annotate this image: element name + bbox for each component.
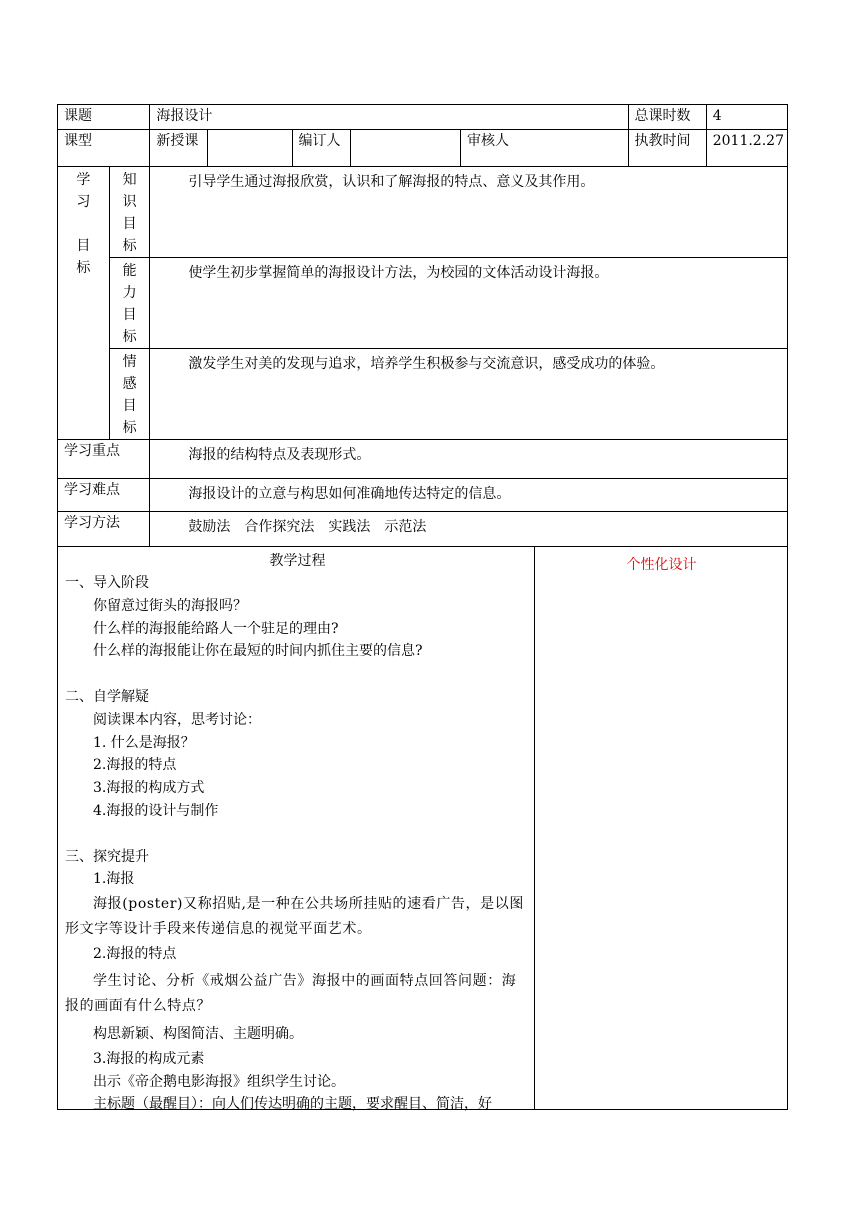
method-row — [58, 512, 788, 547]
ability-text: 使学生初步掌握简单的海报设计方法，为校园的文体活动设计海报。 — [150, 258, 788, 349]
section-heading: 二、自学解疑 — [65, 688, 149, 705]
type-label: 课型 — [58, 130, 150, 167]
question-line: 什么样的海报能给路人一个驻足的理由? — [93, 620, 339, 637]
ability-char: 目 — [122, 307, 137, 323]
knowledge-objective-row — [58, 167, 788, 258]
knowledge-char: 识 — [122, 194, 137, 210]
ability-char: 标 — [122, 329, 137, 345]
subsection-heading: 2.海报的特点 — [93, 946, 177, 963]
knowledge-char: 目 — [122, 216, 137, 232]
difficulty-row — [58, 479, 788, 512]
knowledge-char: 标 — [122, 238, 137, 254]
reviewer-label: 审核人 — [461, 130, 629, 167]
objectives-char: 标 — [76, 260, 91, 276]
spacer — [65, 823, 530, 846]
knowledge-text: 引导学生通过海报欣赏，认识和了解海报的特点、意义及其作用。 — [150, 167, 788, 258]
subsection-heading: 1.海报 — [93, 871, 135, 888]
topic-value: 海报设计 — [150, 105, 628, 130]
emotion-label — [109, 349, 150, 440]
emotion-char: 感 — [122, 376, 137, 392]
emotion-char: 目 — [122, 398, 137, 414]
ability-objective-row — [58, 258, 788, 349]
difficulty-label: 学习难点 — [58, 479, 150, 512]
editor-label: 编订人 — [292, 130, 351, 167]
objectives-group-label — [58, 167, 110, 440]
personalized-design-title: 个性化设计 — [626, 557, 697, 573]
answer-line: 构思新颖、构图简洁、主题明确。 — [93, 1025, 303, 1042]
emotion-objective-row — [58, 349, 788, 440]
question-line: 什么样的海报能让你在最短的时间内抓住主要的信息? — [93, 643, 423, 660]
knowledge-label — [109, 167, 150, 258]
paragraph-line: 出示《帝企鹅电影海报》组织学生讨论。 — [93, 1073, 345, 1090]
list-item: 4.海报的设计与制作 — [93, 802, 219, 819]
emotion-char: 情 — [122, 354, 137, 370]
editor-value — [351, 130, 461, 167]
teaching-process-column — [58, 546, 534, 1113]
total-hours-value: 4 — [706, 105, 787, 130]
personalized-design-column — [535, 546, 788, 1109]
objectives-char: 目 — [76, 238, 91, 254]
emotion-char: 标 — [122, 420, 137, 436]
subsection-heading: 3.海报的构成元素 — [93, 1050, 205, 1067]
intro-line: 阅读课本内容，思考讨论： — [93, 711, 261, 728]
emotion-text: 激发学生对美的发现与追求，培养学生积极参与交流意识，感受成功的体验。 — [150, 349, 788, 440]
total-hours-label: 总课时数 — [628, 105, 706, 130]
objectives-char — [58, 213, 109, 235]
paragraph: 学生讨论、分析《戒烟公益广告》海报中的画面特点回答问题：海报的画面有什么特点？ — [65, 972, 517, 1014]
paragraph-line: 主标题（最醒目）：向人们传达明确的主题，要求醒目、简洁，好 — [93, 1096, 492, 1113]
knowledge-char: 知 — [122, 172, 137, 188]
question-line: 你留意过街头的海报吗？ — [93, 597, 247, 614]
section-heading: 三、探究提升 — [65, 848, 149, 865]
objectives-char: 习 — [76, 194, 91, 210]
ability-char: 力 — [122, 285, 137, 301]
date-label: 执教时间 — [628, 130, 706, 167]
difficulty-text: 海报设计的立意与构思如何准确地传达特定的信息。 — [150, 479, 788, 512]
topic-label: 课题 — [58, 105, 150, 130]
key-point-label: 学习重点 — [58, 440, 150, 479]
ability-label — [109, 258, 150, 349]
objectives-char: 学 — [76, 172, 91, 188]
key-point-row — [58, 440, 788, 479]
section-heading: 一、导入阶段 — [65, 575, 149, 591]
list-item: 3.海报的构成方式 — [93, 780, 205, 797]
paragraph: 海报(poster)又称招贴,是一种在公共场所挂贴的速看广告，是以图形文字等设计手段来传递信息的视觉平面艺术。 — [65, 896, 524, 938]
topic-row — [58, 105, 788, 130]
lesson-plan-table — [57, 104, 788, 547]
type-empty-cell — [208, 130, 292, 167]
list-item: 1. 什么是海报？ — [93, 734, 195, 751]
key-point-text: 海报的结构特点及表现形式。 — [150, 440, 788, 479]
list-item: 2.海报的特点 — [93, 757, 177, 774]
spacer — [65, 663, 530, 686]
type-value: 新授课 — [150, 130, 208, 167]
teaching-process-title: 教学过程 — [269, 553, 326, 569]
date-value: 2011.2.27 — [706, 130, 787, 167]
teaching-process-section — [57, 546, 788, 1113]
type-row — [58, 130, 788, 167]
method-label: 学习方法 — [58, 512, 150, 547]
ability-char: 能 — [122, 263, 137, 279]
method-text: 鼓励法 合作探究法 实践法 示范法 — [150, 512, 788, 547]
